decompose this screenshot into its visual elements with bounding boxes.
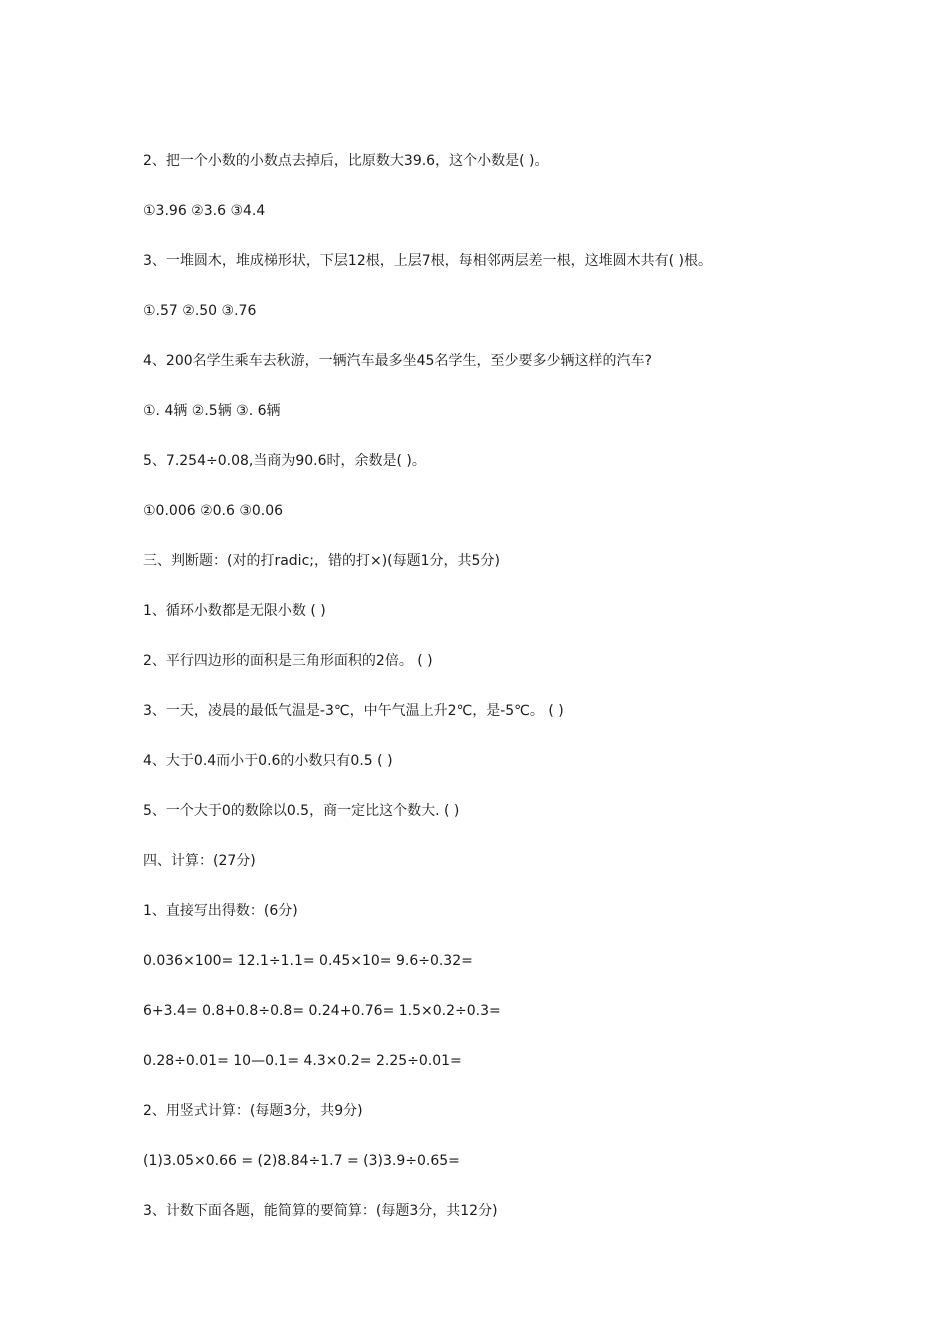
judge-item-3: 3、一天，凌晨的最低气温是-3℃，中午气温上升2℃，是-5℃。 ( ) <box>143 703 564 719</box>
judge-item-1: 1、循环小数都是无限小数 ( ) <box>143 603 326 619</box>
calc-row-1: 0.036×100= 12.1÷1.1= 0.45×10= 9.6÷0.32= <box>143 953 473 969</box>
vertical-calc-row: (1)3.05×0.66 = (2)8.84÷1.7 = (3)3.9÷0.65= <box>143 1153 460 1169</box>
calc-part-2-heading: 2、用竖式计算：(每题3分，共9分) <box>143 1103 363 1119</box>
document-body <box>143 148 823 1248</box>
question-3-options: ①.57 ②.50 ③.76 <box>143 303 257 319</box>
question-2-options: ①3.96 ②3.6 ③4.4 <box>143 203 266 219</box>
section-4-heading: 四、计算：(27分) <box>143 853 256 869</box>
question-5-text: 5、7.254÷0.08,当商为90.6时，余数是( )。 <box>143 453 426 469</box>
question-4-options: ①. 4辆 ②.5辆 ③. 6辆 <box>143 403 281 419</box>
judge-item-4: 4、大于0.4而小于0.6的小数只有0.5 ( ) <box>143 753 393 769</box>
judge-item-5: 5、一个大于0的数除以0.5，商一定比这个数大. ( ) <box>143 803 460 819</box>
section-3-heading: 三、判断题：(对的打radic;，错的打×)(每题1分，共5分) <box>143 553 500 569</box>
calc-row-2: 6+3.4= 0.8+0.8÷0.8= 0.24+0.76= 1.5×0.2÷0.3= <box>143 1003 501 1019</box>
calc-row-3: 0.28÷0.01= 10—0.1= 4.3×0.2= 2.25÷0.01= <box>143 1053 462 1069</box>
question-3-text: 3、一堆圆木，堆成梯形状，下层12根，上层7根，每相邻两层差一根，这堆圆木共有( )根。 <box>143 253 713 269</box>
question-4-text: 4、200名学生乘车去秋游，一辆汽车最多坐45名学生，至少要多少辆这样的汽车? <box>143 353 652 369</box>
question-5-options: ①0.006 ②0.6 ③0.06 <box>143 503 284 519</box>
calc-part-3-heading: 3、计数下面各题，能简算的要简算：(每题3分，共12分) <box>143 1203 498 1219</box>
calc-part-1-heading: 1、直接写出得数：(6分) <box>143 903 298 919</box>
question-2-text: 2、把一个小数的小数点去掉后，比原数大39.6，这个小数是( )。 <box>143 153 549 169</box>
judge-item-2: 2、平行四边形的面积是三角形面积的2倍。 ( ) <box>143 653 433 669</box>
